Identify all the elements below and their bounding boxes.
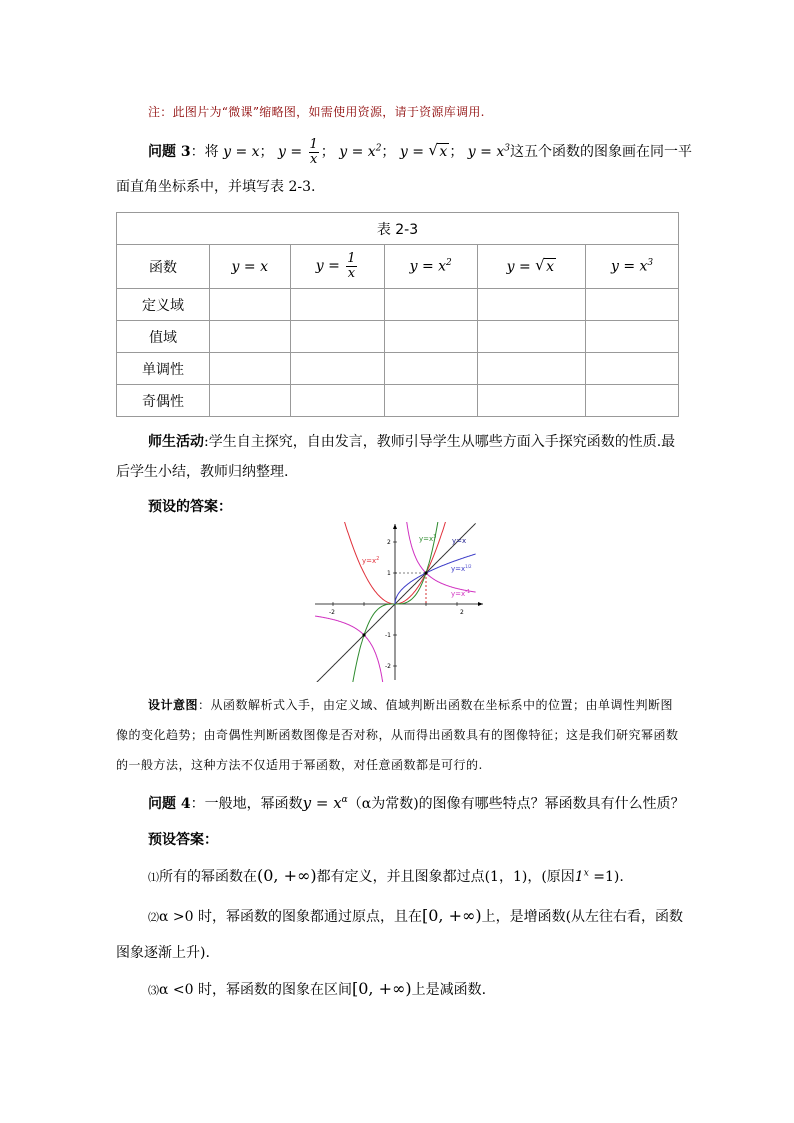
- fn-y-sqrt-x: y = √ x: [399, 141, 448, 161]
- q3-tail: 这五个函数的图象画在同一平: [509, 144, 692, 161]
- item-3-text-a: α <0 时，幂函数的图象在区间: [159, 982, 352, 998]
- preset-answer-label: 预设的答案：: [148, 499, 232, 515]
- design-intent-paragraph: [116, 690, 681, 780]
- x-axis-arrow: [478, 602, 483, 606]
- item-2-text-a: α >0 时，幂函数的图象都通过原点，且在: [159, 909, 422, 925]
- table-cell[interactable]: [586, 385, 679, 417]
- table-cell[interactable]: [290, 353, 384, 385]
- table-fn-y-x3: $y = x^3$: [586, 245, 679, 289]
- table-cell[interactable]: [210, 385, 291, 417]
- table-cell[interactable]: [477, 353, 586, 385]
- question-3-label: 问题 3: [148, 144, 191, 161]
- activity-paragraph: [116, 427, 681, 487]
- table-cell[interactable]: [384, 289, 477, 321]
- answer-item-1: [148, 866, 624, 886]
- item-1-text-c: =1).: [588, 869, 624, 885]
- label-y-x-inv: $y=x^{-1}$: [451, 589, 471, 598]
- pow-base: 1: [574, 869, 584, 885]
- power-function-graph: [315, 522, 485, 682]
- table-cell[interactable]: [586, 353, 679, 385]
- table-cell[interactable]: [384, 353, 477, 385]
- activity-label: 师生活动: [148, 434, 204, 450]
- sep: ；: [449, 144, 464, 161]
- item-1-text-b: 都有定义，并且图象都过点(1，1)，(原因: [316, 869, 575, 885]
- point-neg1-neg1: [362, 633, 365, 636]
- table-cell[interactable]: [384, 385, 477, 417]
- fn-y-inv-x: y = $\frac{1}{x}$: [277, 137, 318, 167]
- label-y-x: y=x: [452, 537, 467, 545]
- table-cell[interactable]: [477, 385, 586, 417]
- table-cell[interactable]: [210, 321, 291, 353]
- item-3-text-b: 上是减函数.: [411, 982, 487, 998]
- sep: ；: [320, 144, 335, 161]
- table-row-label: 定义域: [117, 289, 210, 321]
- answer-item-3: [148, 979, 486, 999]
- label-y-x-half: $y=x^{1/2}$: [451, 564, 472, 573]
- interval-closed: [0, +∞): [352, 979, 412, 998]
- table-row-label: 单调性: [117, 353, 210, 385]
- tick-label: 2: [460, 609, 464, 616]
- q4-formula: $y = x^\alpha$: [302, 794, 348, 812]
- table-cell[interactable]: [477, 321, 586, 353]
- item-number: ⑶: [148, 984, 159, 997]
- interval-open: (0, +∞): [257, 866, 317, 885]
- table-row-label: 值域: [117, 321, 210, 353]
- q4-text-a: ：一般地，幂函数: [190, 796, 303, 812]
- table-row-header: 函数: [117, 245, 210, 289]
- activity-text: :学生自主探究，自由发言，教师引导学生从哪些方面入手探究函数的性质.最后学生小结，教师归纳整理.: [116, 434, 676, 480]
- point-1-1: [424, 571, 427, 574]
- fn-y-x2: $y = x^2$: [339, 143, 382, 161]
- table-fn-y-x2: $y = x^2$: [384, 245, 477, 289]
- table-cell[interactable]: [290, 321, 384, 353]
- table-cell[interactable]: [290, 289, 384, 321]
- design-text: ：从函数解析式入手，由定义域、值域判断出函数在坐标系中的位置；由单调性判断图像的变化趋势；由奇偶性判断函数图像是否对称，从而得出函数具有的图像特征；这是我们研究幂函数的一般方法，这种方法不仅适用于幂函数，对任意函数都是可行的.: [116, 698, 679, 772]
- table-row-label: 奇偶性: [117, 385, 210, 417]
- table-fn-y-inv-x: y = $\frac{1}{x}$: [290, 245, 384, 289]
- table-cell[interactable]: [210, 353, 291, 385]
- tick-label: -2: [385, 663, 391, 670]
- table-cell[interactable]: [210, 289, 291, 321]
- tick-label: 1: [387, 570, 391, 577]
- sep: ；: [381, 144, 396, 161]
- interval-closed: [0, +∞): [422, 906, 482, 925]
- design-label: 设计意图: [148, 698, 199, 712]
- item-number: ⑵: [148, 911, 159, 924]
- tick-label: 2: [387, 539, 391, 546]
- table-cell[interactable]: [384, 321, 477, 353]
- question-3-line-2: 面直角坐标系中，并填写表 2-3.: [116, 179, 316, 195]
- table-cell[interactable]: [586, 289, 679, 321]
- preset-answer-label-2: 预设答案：: [148, 832, 218, 848]
- answer-item-2: [148, 906, 683, 926]
- q3-colon: ：将: [190, 144, 219, 161]
- q4-text-b: （α为常数)的图像有哪些特点？幂函数具有什么性质？: [347, 796, 685, 812]
- label-y-x3: $y=x^3$: [419, 534, 437, 543]
- question-4-line: [148, 793, 685, 813]
- table-fn-y-sqrt-x: y = √ x: [477, 245, 586, 289]
- question-3-line: [148, 138, 692, 166]
- answer-item-2-line-2: 图象逐渐上升).: [116, 945, 210, 961]
- table-2-3: [116, 212, 679, 417]
- table-caption: 表 2-3: [117, 213, 679, 245]
- item-number: ⑴: [148, 871, 159, 884]
- question-4-label: 问题 4: [148, 796, 191, 812]
- table-fn-y-x: y = x: [210, 245, 291, 289]
- label-y-x2: $y=x^2$: [362, 556, 380, 565]
- tick-label: -1: [385, 632, 391, 639]
- table-cell[interactable]: [586, 321, 679, 353]
- sep: ；: [259, 144, 274, 161]
- fn-y-x3: $y = x^3$: [467, 143, 510, 161]
- item-1-text-a: 所有的幂函数在: [159, 869, 257, 885]
- table-cell[interactable]: [477, 289, 586, 321]
- item-2-text-b: 上，是增函数(从左往右看，函数: [481, 909, 684, 925]
- tick-label: -2: [329, 609, 335, 616]
- pow-exp: x: [583, 868, 589, 879]
- y-axis-arrow: [393, 524, 397, 529]
- resource-note: 注：此图片为“微课”缩略图，如需使用资源，请于资源库调用.: [148, 105, 485, 119]
- table-cell[interactable]: [290, 385, 384, 417]
- fn-y-x: y = x: [223, 144, 260, 161]
